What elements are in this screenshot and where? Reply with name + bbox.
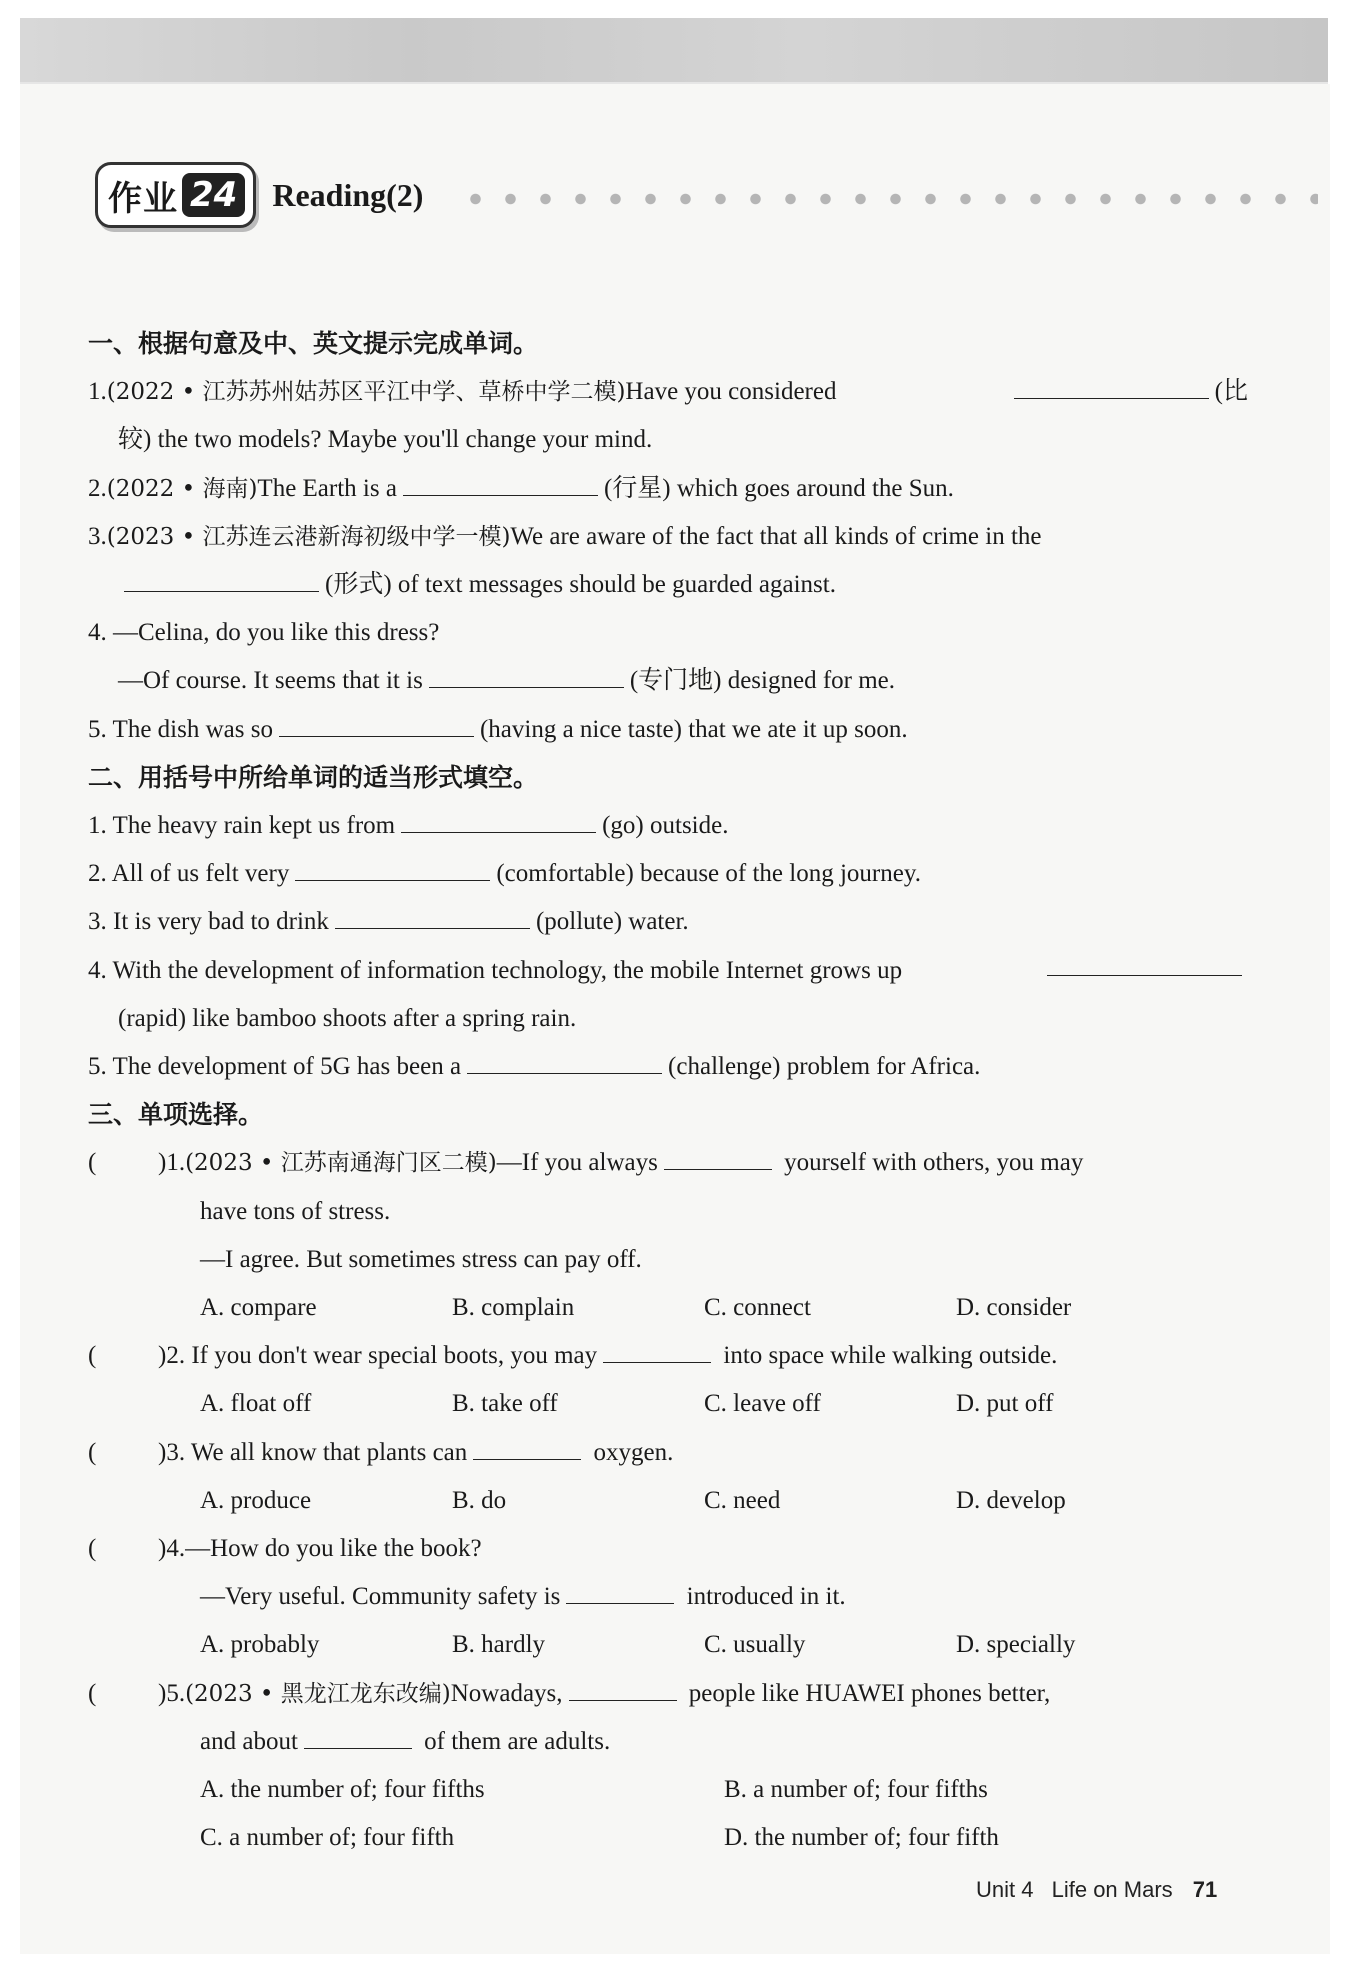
scan-top-band [20, 18, 1328, 84]
s3-q1-options [88, 1284, 1248, 1332]
answer-paren[interactable]: ( [88, 1679, 97, 1707]
source-tag: (2023 • 江苏南通海门区二模) [185, 1150, 497, 1177]
option-c[interactable]: C. connect [704, 1294, 811, 1322]
answer-blank[interactable] [304, 1720, 412, 1749]
s3-q2-line1: ( )2. If you don't wear special boots, you may into space while walking outside. [88, 1332, 1248, 1380]
option-b[interactable]: B. do [452, 1486, 507, 1514]
option-d[interactable]: D. consider [956, 1294, 1072, 1322]
option-a[interactable]: A. probably [200, 1631, 320, 1659]
option-b[interactable]: B. hardly [452, 1631, 546, 1659]
answer-blank[interactable] [467, 1045, 662, 1074]
footer-unit: Unit 4 [976, 1877, 1034, 1902]
page-header [95, 160, 423, 230]
option-a[interactable]: A. float off [200, 1390, 312, 1418]
homework-badge [95, 162, 256, 228]
s2-q1: 1. The heavy rain kept us from (go) outside. [88, 802, 1248, 850]
option-a[interactable]: A. produce [200, 1486, 312, 1514]
source-tag: (2023 • 黑龙江龙东改编) [185, 1680, 451, 1707]
answer-blank[interactable] [603, 1334, 711, 1363]
answer-blank[interactable] [295, 852, 490, 881]
option-d[interactable]: D. the number of; four fifth [724, 1824, 999, 1852]
page-footer [976, 1877, 1217, 1903]
option-a[interactable]: A. the number of; four fifths [200, 1776, 485, 1804]
badge-label: 作业 [108, 178, 178, 219]
badge-number: 24 [182, 173, 245, 217]
option-b[interactable]: B. take off [452, 1390, 558, 1418]
answer-blank[interactable] [473, 1431, 581, 1460]
section-1-title: 一、根据句意及中、英文提示完成单词。 [88, 329, 539, 358]
s1-q1-line2: 较) the two models? Maybe you'll change your mind. [118, 426, 653, 454]
answer-paren[interactable]: ( [88, 1149, 97, 1177]
dotted-divider [458, 193, 1318, 205]
s3-q5-options-row2 [88, 1814, 1248, 1862]
option-d[interactable]: D. develop [956, 1486, 1066, 1514]
s1-q1-line1: 1.(2022 • 江苏苏州姑苏区平江中学、草桥中学二模)Have you considered (比 [88, 368, 1248, 416]
answer-blank[interactable] [401, 804, 596, 833]
answer-blank[interactable] [403, 467, 598, 496]
section-2-title: 二、用括号中所给单词的适当形式填空。 [88, 762, 539, 792]
answer-blank[interactable] [1014, 370, 1209, 399]
section-3-title: 三、单项选择。 [88, 1100, 264, 1130]
s3-q4-options [88, 1621, 1248, 1669]
s1-q3-line2: (形式) of text messages should be guarded against. [88, 561, 1248, 609]
s3-q4-line2: —Very useful. Community safety is introduced in it. [88, 1573, 1248, 1621]
answer-blank[interactable] [566, 1575, 674, 1604]
page-title: Reading(2) [272, 176, 424, 213]
option-c[interactable]: C. usually [704, 1631, 806, 1659]
s3-q1-line2: have tons of stress. [200, 1197, 391, 1225]
s2-q3: 3. It is very bad to drink (pollute) water. [88, 898, 1248, 946]
option-c[interactable]: C. a number of; four fifth [200, 1824, 455, 1852]
s3-q3-options [88, 1477, 1248, 1525]
answer-blank[interactable] [279, 708, 474, 737]
answer-blank[interactable] [124, 563, 319, 592]
s2-q4-line2: (rapid) like bamboo shoots after a spring rain. [118, 1004, 577, 1032]
answer-blank[interactable] [569, 1672, 677, 1701]
s2-q2: 2. All of us felt very (comfortable) because of the long journey. [88, 850, 1248, 898]
s3-q3-line1: ( )3. We all know that plants can oxygen. [88, 1429, 1248, 1477]
s3-q1-line3: —I agree. But sometimes stress can pay off. [200, 1245, 642, 1273]
option-b[interactable]: B. complain [452, 1294, 575, 1322]
answer-blank[interactable] [1047, 947, 1242, 976]
s1-q4-line1: 4. —Celina, do you like this dress? [88, 619, 440, 647]
option-c[interactable]: C. leave off [704, 1390, 821, 1418]
footer-title: Life on Mars [1051, 1877, 1173, 1902]
source-tag: (2022 • 海南) [106, 475, 258, 502]
answer-blank[interactable] [335, 900, 530, 929]
s2-q4-line1: 4. With the development of information technology, the mobile Internet grows up [88, 947, 1248, 995]
answer-paren[interactable]: ( [88, 1342, 97, 1370]
s1-q5: 5. The dish was so (having a nice taste) that we ate it up soon. [88, 706, 1248, 754]
s3-q5-options-row1 [88, 1766, 1248, 1814]
option-d[interactable]: D. specially [956, 1631, 1076, 1659]
source-tag: (2022 • 江苏苏州姑苏区平江中学、草桥中学二模) [106, 379, 626, 406]
answer-blank[interactable] [664, 1141, 772, 1170]
exercise-content [88, 320, 1248, 1863]
answer-blank[interactable] [429, 659, 624, 688]
option-a[interactable]: A. compare [200, 1294, 317, 1322]
option-b[interactable]: B. a number of; four fifths [724, 1776, 988, 1804]
answer-paren[interactable]: ( [88, 1438, 97, 1466]
s1-q4-line2: —Of course. It seems that it is (专门地) designed for me. [88, 657, 1248, 705]
s2-q5: 5. The development of 5G has been a (challenge) problem for Africa. [88, 1043, 1248, 1091]
answer-paren[interactable]: ( [88, 1535, 97, 1563]
s3-q5-line1: ( )5.(2023 • 黑龙江龙东改编)Nowadays, people like HUAWEI phones better, [88, 1670, 1248, 1718]
s1-q2: 2.(2022 • 海南)The Earth is a (行星) which goes around the Sun. [88, 465, 1248, 513]
source-tag: (2023 • 江苏连云港新海初级中学一模) [106, 523, 511, 550]
s3-q2-options [88, 1380, 1248, 1428]
s1-q3-line1: 3.(2023 • 江苏连云港新海初级中学一模)We are aware of the fact that all kinds of crime in the [88, 522, 1042, 550]
s3-q4-line1: ( )4.—How do you like the book? [88, 1525, 1248, 1573]
option-d[interactable]: D. put off [956, 1390, 1054, 1418]
s3-q5-line2: and about of them are adults. [88, 1718, 1248, 1766]
option-c[interactable]: C. need [704, 1486, 781, 1514]
s3-q1-line1: ( )1.(2023 • 江苏南通海门区二模)—If you always yourself with others, you may [88, 1139, 1248, 1187]
page-number: 71 [1192, 1877, 1218, 1902]
